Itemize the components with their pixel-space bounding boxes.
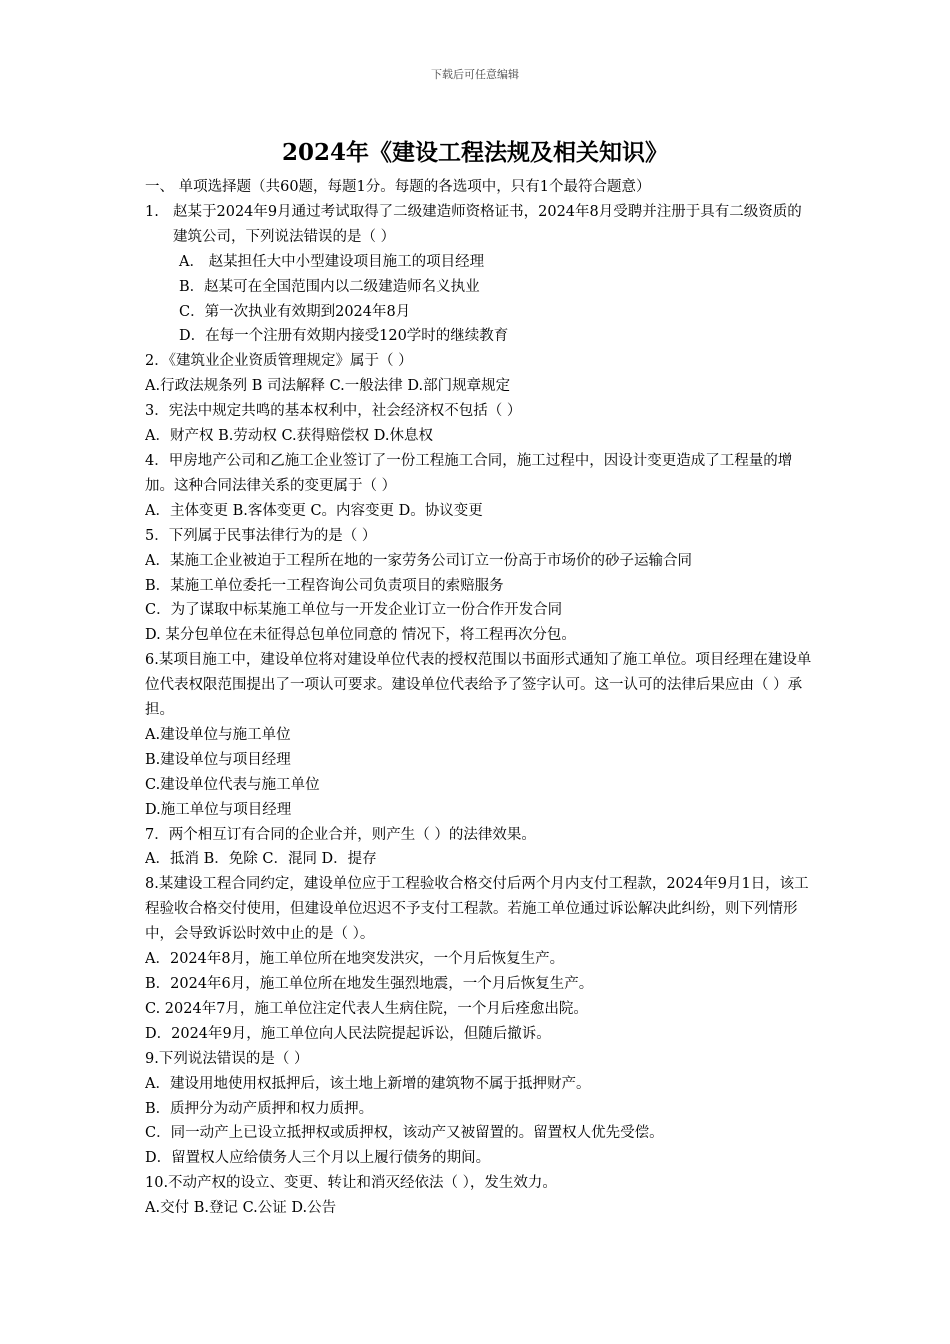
question-10: 10.不动产权的设立、变更、转让和消灭经依法（ ），发生效力。 bbox=[145, 1175, 557, 1192]
question-8: 8.某建设工程合同约定，建设单位应于工程验收合格交付后两个月内支付工程款，2024年9月1日，该工程验收合格交付使用，但建设单位迟迟不予支付工程款。若施工单位通过诉讼解决此纠纷，则下列情形中，会导致诉讼时效中止的是（ ）。 bbox=[145, 876, 809, 943]
question-4-options: A．主体变更 B.客体变更 C。内容变更 D。协议变更 bbox=[145, 502, 483, 519]
option-d: D．2024年9月，施工单位向人民法院提起诉讼，但随后撤诉。 bbox=[145, 1025, 551, 1042]
question-10-options: A.交付 B.登记 C.公证 D.公告 bbox=[145, 1200, 337, 1217]
option-c: C. 2024年7月，施工单位注定代表人生病住院，一个月后痊愈出院。 bbox=[145, 1000, 588, 1017]
option-c: C．为了谋取中标某施工单位与一开发企业订立一份合作开发合同 bbox=[145, 602, 563, 619]
section-heading: 一、 单项选择题（共60题，每题1分。每题的各选项中，只有1个最符合题意） bbox=[145, 179, 651, 195]
question-3: 3．宪法中规定共鸣的基本权利中，社会经济权不包括（ ） bbox=[145, 403, 522, 420]
option-b: B．赵某可在全国范围内以二级建造师名义执业 bbox=[179, 278, 480, 295]
question-3-options: A．财产权 B.劳动权 C.获得赔偿权 D.休息权 bbox=[145, 428, 433, 445]
option-b: B．质押分为动产质押和权力质押。 bbox=[145, 1100, 374, 1117]
option-d: D．在每一个注册有效期内接受120学时的继续教育 bbox=[179, 328, 509, 345]
question-4: 4．甲房地产公司和乙施工企业签订了一份工程施工合同，施工过程中，因设计变更造成了工程量的增加。这种合同法律关系的变更属于（ ） bbox=[145, 452, 793, 494]
question-9: 9.下列说法错误的是（ ） bbox=[145, 1050, 309, 1067]
option-b: B．某施工单位委托一工程咨询公司负责项目的索赔服务 bbox=[145, 577, 504, 594]
question-6: 6.某项目施工中，建设单位将对建设单位代表的授权范围以书面形式通知了施工单位。项目经理在建设单位代表权限范围提出了一项认可要求。建设单位代表给予了签字认可。这一认可的法律后果应由（ ）承担。 bbox=[145, 652, 812, 719]
option-a: A.建设单位与施工单位 bbox=[145, 726, 291, 743]
document-body bbox=[145, 175, 815, 1221]
question-5: 5．下列属于民事法律行为的是（ ） bbox=[145, 527, 377, 544]
option-a: A．2024年8月，施工单位所在地突发洪灾，一个月后恢复生产。 bbox=[145, 951, 565, 968]
page-header: 下载后可任意编辑 bbox=[431, 68, 519, 81]
option-a: A．建设用地使用权抵押后，该土地上新增的建筑物不属于抵押财产。 bbox=[145, 1075, 591, 1092]
option-b: B.建设单位与项目经理 bbox=[145, 751, 291, 768]
option-d: D．留置权人应给债务人三个月以上履行债务的期间。 bbox=[145, 1150, 491, 1167]
option-a: A． 赵某担任大中小型建设项目施工的项目经理 bbox=[179, 253, 485, 270]
option-d: D.施工单位与项目经理 bbox=[145, 801, 292, 818]
question-number: 1. bbox=[145, 203, 159, 220]
page-title: 2024年《建设工程法规及相关知识》 bbox=[281, 139, 668, 166]
option-c: C．同一动产上已设立抵押权或质押权，该动产又被留置的。留置权人优先受偿。 bbox=[145, 1125, 664, 1142]
option-b: B．2024年6月，施工单位所在地发生强烈地震，一个月后恢复生产。 bbox=[145, 976, 594, 992]
option-c: C.建设单位代表与施工单位 bbox=[145, 776, 320, 793]
option-a: A．某施工企业被迫于工程所在地的一家劳务公司订立一份高于市场价的砂子运输合同 bbox=[145, 552, 692, 569]
question-2: 2．《建筑业企业资质管理规定》属于（ ） bbox=[145, 353, 413, 370]
question-text: 赵某于2024年9月通过考试取得了二级建造师资格证书，2024年8月受聘并注册于具有二级资质的建筑公司，下列说法错误的是（ ） bbox=[173, 203, 802, 245]
question-7-options: A．抵消 B．免除 C．混同 D．提存 bbox=[145, 851, 377, 868]
question-2-options: A.行政法规条列 B 司法解释 C.一般法律 D.部门规章规定 bbox=[145, 378, 511, 395]
option-d: D. 某分包单位在未征得总包单位同意的 情况下，将工程再次分包。 bbox=[145, 627, 576, 644]
question-1 bbox=[145, 200, 815, 250]
option-c: C．第一次执业有效期到2024年8月 bbox=[179, 303, 411, 320]
question-7: 7．两个相互订有合同的企业合并，则产生（ ）的法律效果。 bbox=[145, 826, 536, 843]
